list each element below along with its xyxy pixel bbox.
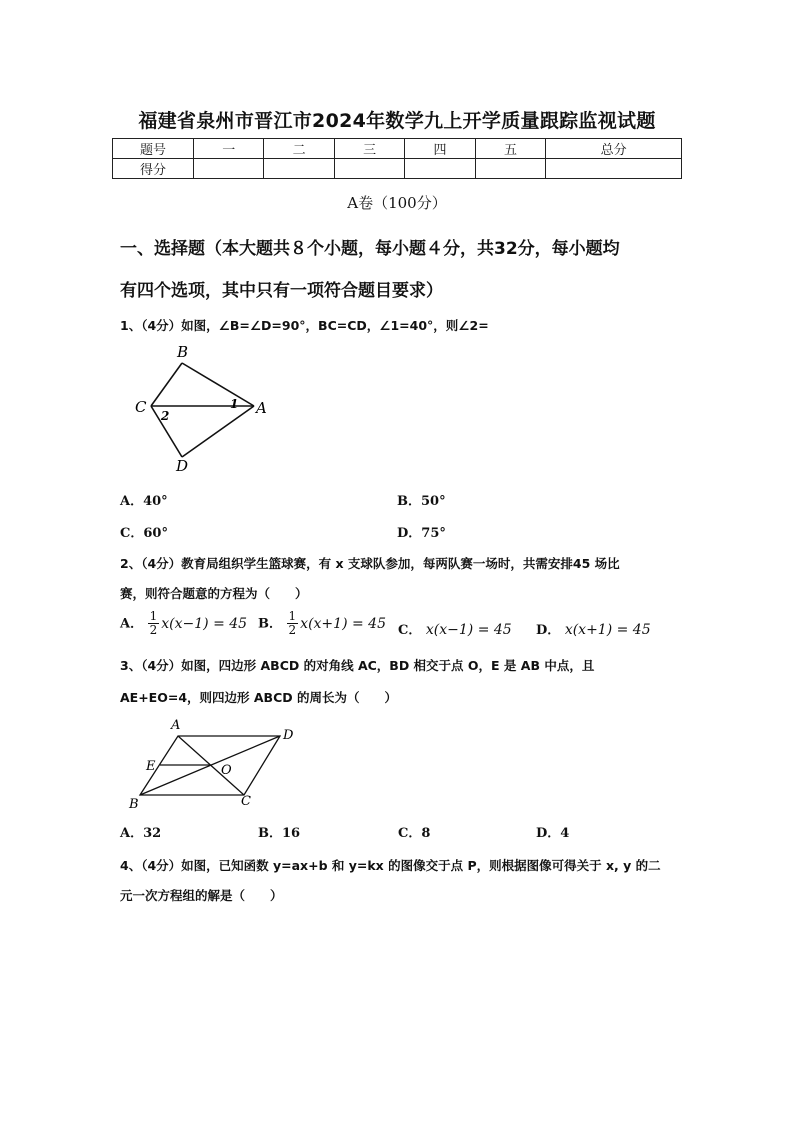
option-letter: C． <box>398 623 422 638</box>
question-3-option-c: C．8 <box>398 826 431 841</box>
figure-label-b: B <box>177 343 189 361</box>
option-expression: x(x−1) = 45 <box>425 622 512 638</box>
question-1-figure <box>130 340 280 476</box>
section-heading-line1: 一、选择题（本大题共８个小题，每小题４分，共32分，每小题均 <box>120 239 620 259</box>
score-row-label: 得分 <box>113 159 194 179</box>
score-cell <box>264 159 334 179</box>
score-cell <box>405 159 475 179</box>
option-expression: x(x−1) = 45 <box>161 615 248 632</box>
question-2-option-a <box>120 610 247 637</box>
score-header-cell: 三 <box>334 139 404 159</box>
score-header-cell: 一 <box>194 139 264 159</box>
score-header-cell: 二 <box>264 139 334 159</box>
figure-label-a: A <box>171 718 181 733</box>
score-cell <box>475 159 545 179</box>
question-3-stem-line2: AE+EO=4，则四边形 ABCD 的周长为（ ） <box>120 690 397 705</box>
score-header-cell: 总分 <box>546 139 682 159</box>
figure-label-b: B <box>129 797 139 812</box>
fraction-half: $\frac{1}{2}$ <box>149 609 158 637</box>
question-4-stem-line2: 元一次方程组的解是（ ） <box>120 888 283 903</box>
question-3-stem-line1: 3、（4分）如图，四边形 ABCD 的对角线 AC，BD 相交于点 O，E 是 AB 中点，且 <box>120 658 595 673</box>
score-table <box>112 138 682 179</box>
score-header-cell: 五 <box>475 139 545 159</box>
question-1-stem: 1、（4分）如图，∠B=∠D=90°，BC=CD，∠1=40°，则∠2= <box>120 318 489 333</box>
question-2-option-b <box>258 610 386 637</box>
question-2-stem-line1: 2、（4分）教育局组织学生篮球赛，有 x 支球队参加，每两队赛一场时，共需安排45 场比 <box>120 556 620 571</box>
question-3-option-a: A．32 <box>120 826 162 841</box>
score-header-cell: 四 <box>405 139 475 159</box>
figure-label-d: D <box>283 728 294 743</box>
question-2-stem-line2: 赛，则符合题意的方程为（ ） <box>120 586 308 601</box>
question-2-option-d <box>536 619 651 638</box>
score-cell <box>334 159 404 179</box>
question-2-option-c <box>398 619 512 638</box>
question-1-option-d: D．75° <box>397 526 446 541</box>
question-1-option-a: A．40° <box>120 494 168 509</box>
score-table-score-row <box>113 159 682 179</box>
page-title: 福建省泉州市晋江市2024年数学九上开学质量跟踪监视试题 <box>138 110 656 132</box>
figure-label-c: C <box>135 398 147 416</box>
score-table-header-row <box>113 139 682 159</box>
score-cell <box>546 159 682 179</box>
option-letter: A． <box>120 616 144 632</box>
section-heading-line2: 有四个选项，其中只有一项符合题目要求） <box>120 281 443 301</box>
volume-heading: A卷（100分） <box>347 194 447 212</box>
score-header-cell: 题号 <box>113 139 194 159</box>
figure-label-c: C <box>241 794 251 809</box>
question-1-option-c: C．60° <box>120 526 168 541</box>
figure-label-angle-2: 2 <box>161 409 170 423</box>
figure-label-a: A <box>256 399 267 417</box>
option-letter: B． <box>258 616 282 632</box>
question-3-option-d: D．4 <box>536 826 570 841</box>
question-3-figure <box>120 714 302 814</box>
fraction-half: $\frac{1}{2}$ <box>288 609 297 637</box>
figure-label-d: D <box>176 457 189 475</box>
question-1-option-b: B．50° <box>397 494 446 509</box>
figure-label-e: E <box>146 759 156 774</box>
figure-label-angle-1: 1 <box>230 397 239 411</box>
score-cell <box>194 159 264 179</box>
option-expression: x(x+1) = 45 <box>300 615 386 632</box>
question-3-option-b: B．16 <box>258 826 301 841</box>
option-expression: x(x+1) = 45 <box>564 622 651 638</box>
question-4-stem-line1: 4、（4分）如图，已知函数 y=ax+b 和 y=kx 的图像交于点 P，则根据图像可得关于 x, y 的二 <box>120 858 661 873</box>
option-letter: D． <box>536 623 561 638</box>
figure-label-o: O <box>221 763 232 778</box>
